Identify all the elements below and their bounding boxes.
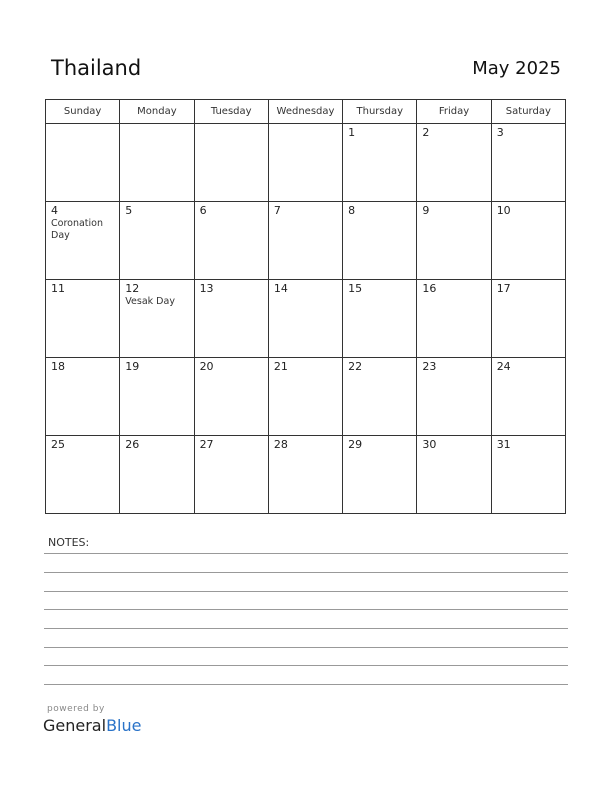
holiday-label: Vesak Day <box>125 296 175 307</box>
calendar-day-cell <box>343 358 417 436</box>
weekday-header-row <box>46 100 566 124</box>
weekday-thursday: Thursday <box>343 100 417 124</box>
day-number: 9 <box>422 204 430 217</box>
calendar-day-cell <box>268 280 342 358</box>
calendar-day-cell <box>417 436 491 514</box>
calendar-day-cell <box>120 202 194 280</box>
notes-line <box>44 609 568 610</box>
day-number: 6 <box>199 204 207 217</box>
calendar-day-cell <box>491 124 565 202</box>
calendar-day-cell <box>417 124 491 202</box>
calendar-day-cell <box>491 202 565 280</box>
day-number: 1 <box>348 126 356 139</box>
notes-line <box>44 553 568 554</box>
calendar-grid <box>45 99 566 514</box>
day-number: 12 <box>125 282 140 295</box>
calendar-day-cell <box>268 202 342 280</box>
calendar-day-cell <box>46 280 120 358</box>
day-number: 21 <box>273 360 288 373</box>
calendar-day-cell <box>491 436 565 514</box>
powered-by-text: powered by <box>47 704 105 714</box>
day-number: 26 <box>125 438 140 451</box>
calendar-week-row <box>46 280 566 358</box>
calendar-week-row <box>46 436 566 514</box>
calendar-day-cell <box>194 280 268 358</box>
day-number: 2 <box>422 126 430 139</box>
weekday-saturday: Saturday <box>491 100 565 124</box>
day-number: 30 <box>422 438 437 451</box>
calendar-day-cell <box>46 436 120 514</box>
day-number: 8 <box>348 204 356 217</box>
day-number: 5 <box>125 204 133 217</box>
weekday-wednesday: Wednesday <box>268 100 342 124</box>
holiday-label: Coronation Day <box>51 218 103 241</box>
calendar-day-cell <box>343 436 417 514</box>
calendar-day-cell <box>46 358 120 436</box>
weekday-tuesday: Tuesday <box>194 100 268 124</box>
calendar-day-cell <box>268 436 342 514</box>
calendar-day-cell <box>417 280 491 358</box>
calendar-day-cell <box>343 280 417 358</box>
day-number: 31 <box>496 438 511 451</box>
calendar-day-cell <box>194 436 268 514</box>
notes-line <box>44 684 568 685</box>
day-number: 20 <box>199 360 214 373</box>
calendar-day-cell <box>417 358 491 436</box>
calendar-day-cell <box>120 280 194 358</box>
day-number: 10 <box>496 204 511 217</box>
calendar-day-cell <box>194 124 268 202</box>
day-number: 27 <box>199 438 214 451</box>
calendar-week-row <box>46 124 566 202</box>
day-number: 28 <box>273 438 288 451</box>
notes-line <box>44 572 568 573</box>
calendar-week-row <box>46 358 566 436</box>
weekday-sunday: Sunday <box>46 100 120 124</box>
day-number: 11 <box>51 282 65 295</box>
calendar-day-cell <box>120 358 194 436</box>
day-number: 15 <box>348 282 363 295</box>
calendar-day-cell <box>268 358 342 436</box>
day-number: 25 <box>51 438 65 451</box>
calendar-day-cell <box>120 436 194 514</box>
calendar-day-cell <box>268 124 342 202</box>
calendar-day-cell <box>343 124 417 202</box>
calendar-day-cell <box>491 358 565 436</box>
calendar-week-row <box>46 202 566 280</box>
day-number: 19 <box>125 360 140 373</box>
notes-line <box>44 665 568 666</box>
notes-line <box>44 591 568 592</box>
notes-line <box>44 647 568 648</box>
day-number: 7 <box>273 204 281 217</box>
calendar-day-cell <box>194 202 268 280</box>
calendar-month-title: May 2025 <box>472 58 561 79</box>
day-number: 16 <box>422 282 437 295</box>
logo-blue-text: Blue <box>106 716 142 735</box>
day-number: 13 <box>199 282 214 295</box>
weekday-friday: Friday <box>417 100 491 124</box>
day-number: 23 <box>422 360 437 373</box>
calendar-day-cell <box>343 202 417 280</box>
calendar-day-cell <box>491 280 565 358</box>
day-number: 18 <box>51 360 65 373</box>
calendar-country-title: Thailand <box>51 56 142 80</box>
calendar-day-cell <box>46 124 120 202</box>
day-number: 14 <box>273 282 288 295</box>
day-number: 4 <box>51 204 58 217</box>
day-number: 29 <box>348 438 363 451</box>
logo-general-text: General <box>43 716 107 735</box>
generalblue-logo[interactable] <box>43 716 141 735</box>
day-number: 3 <box>496 126 504 139</box>
day-number: 24 <box>496 360 511 373</box>
day-number: 22 <box>348 360 363 373</box>
day-number: 17 <box>496 282 511 295</box>
calendar-day-cell <box>46 202 120 280</box>
calendar-day-cell <box>417 202 491 280</box>
calendar-day-cell <box>120 124 194 202</box>
notes-line <box>44 628 568 629</box>
calendar-day-cell <box>194 358 268 436</box>
weekday-monday: Monday <box>120 100 194 124</box>
notes-label: NOTES: <box>48 536 90 549</box>
